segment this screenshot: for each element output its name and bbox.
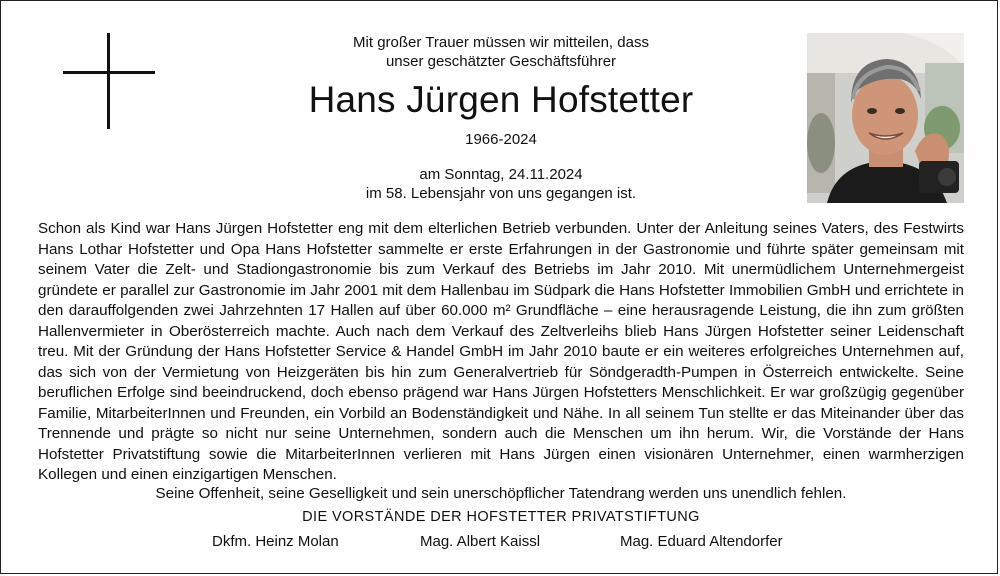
cross-icon — [63, 33, 155, 129]
organization-name: DIE VORSTÄNDE DER HOFSTETTER PRIVATSTIFTUNG — [302, 509, 700, 525]
death-age-line: im 58. Lebensjahr von uns gegangen ist. — [365, 185, 637, 202]
deceased-name: Hans Jürgen Hofstetter — [308, 79, 694, 120]
cross-horizontal-bar — [63, 71, 155, 74]
signatory-3: Mag. Eduard Altendorfer — [620, 533, 783, 550]
signatory-2: Mag. Albert Kaissl — [420, 533, 541, 550]
intro-line-2: unser geschätzter Geschäftsführer — [385, 53, 617, 70]
intro-line-1: Mit großer Trauer müssen wir mitteilen, dass — [353, 34, 649, 51]
portrait-photo — [807, 33, 964, 203]
death-date-line: am Sonntag, 24.11.2024 — [419, 166, 583, 183]
closing-text: Seine Offenheit, seine Geselligkeit und sein unerschöpflicher Tatendrang werden uns unendlich fehlen. — [155, 485, 847, 502]
signatory-1: Dkfm. Heinz Molan — [212, 533, 339, 550]
cross-vertical-bar — [107, 33, 110, 129]
death-info — [201, 165, 801, 203]
intro-text — [201, 33, 801, 71]
portrait-illustration — [807, 33, 964, 203]
biography-text: Schon als Kind war Hans Jürgen Hofstetter eng mit dem elterlichen Betrieb verbunden. Unter der Anleitung seines Vaters, des Festwirts Hans Lothar Hofstetter und Opa Hans Hofstetter sammelte er erste Erfahrungen in der Gastronomie und führte später gemeinsam mit seinem Vater die Zelt- und Stadiongastronomie bis zum Verkauf des Betriebs im Jahr 2010. Mit unermüdlichem Unternehmergeist gründete er parallel zur Gastronomie im Jahr 2001 mit dem Hallenbau im Südpark die Hans Hofstetter Immobilien GmbH und errichtete in den darauffolgenden zwei Jahrzehnten 17 Hallen auf über 60.000 m² Grundfläche – eine herausragende Leistung, die ihn zum größten Hallenvermieter in Oberösterreich machte. Auch nach dem Verkauf des Zeltverleihs blieb Hans Jürgen Hofstetter seiner Leidenschaft treu. Mit der Gründung der Hans Hofstetter Service & Handel GmbH im Jahr 2010 baute er ein weiteres erfolgreiches Unternehmen auf, das sich von der Vermietung von Heizgeräten bis hin zum Generalvertrieb für Söndgeradth-Pumpen in Österreich entwickelte. Seine beruflichen Erfolge sind beeindruckend, doch ebenso prägend war Hans Jürgen Hofstetters Menschlichkeit. Er war großzügig gegenüber Familie, MitarbeiterInnen und Freunden, ein Vorbild an Bodenständigkeit und Nähe. In all seinem Tun stellte er das Miteinander über das Trennende und prägte so nicht nur seine Unternehmen, sondern auch die Menschen um ihn herum. Wir, die Vorstände der Hans Hofstetter Privatstiftung sowie die MitarbeiterInnen verlieren mit Hans Jürgen einen visionären Unternehmer, einen warmherzigen Kollegen und einen einzigartigen Menschen. — [38, 220, 964, 483]
life-years: 1966-2024 — [465, 131, 537, 148]
